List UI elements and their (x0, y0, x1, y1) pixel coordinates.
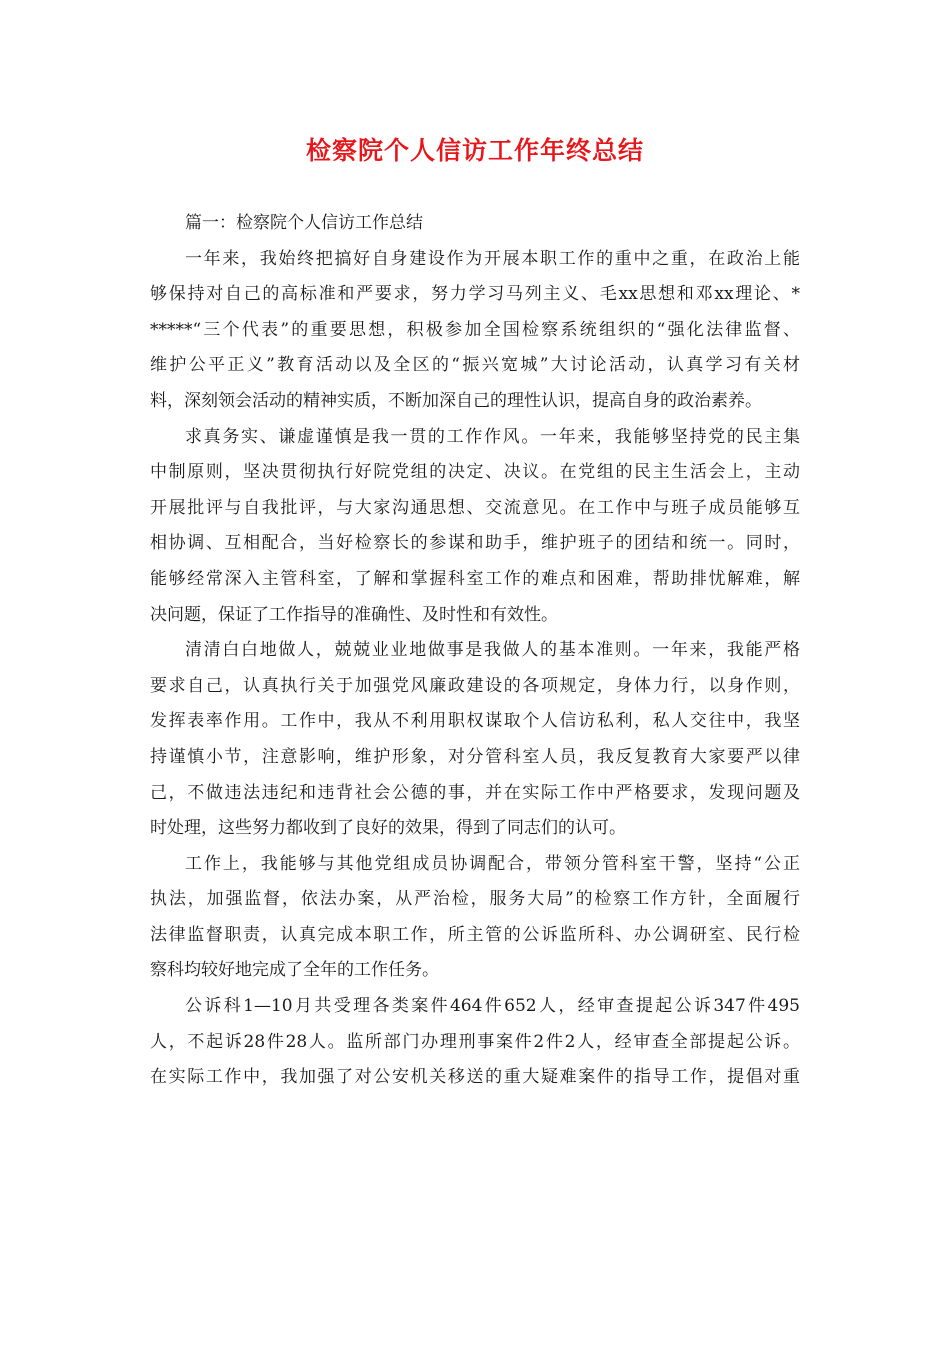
text-line: 决问题，保证了工作指导的准确性、及时性和有效性。 (150, 604, 558, 625)
text-line: 己，不做违法违纪和违背社会公德的事，并在实际工作中严格要求，发现问题及 (150, 782, 800, 803)
text-line: 维护公平正义”教育活动以及全区的“振兴宽城”大讨论活动，认真学习有关材 (150, 355, 800, 376)
text-line: 公诉科1—10月共受理各类案件464件652人，经审查提起公诉347件495 (185, 996, 800, 1017)
text-line: 中制原则，坚决贯彻执行好院党组的决定、决议。在党组的民主生活会上，主动 (150, 462, 800, 483)
text-line: 持谨慎小节，注意影响，维护形象，对分管科室人员，我反复教育大家要严以律 (150, 746, 800, 767)
text-line: 工作上，我能够与其他党组成员协调配合，带领分管科室干警，坚持“公正 (185, 853, 800, 874)
text-line: 执法，加强监督，依法办案，从严治检，服务大局”的检察工作方针，全面履行 (150, 889, 800, 910)
text-line: 料，深刻领会活动的精神实质，不断加深自己的理性认识，提高自身的政治素养。 (150, 390, 762, 411)
text-line: *****“三个代表”的重要思想，积极参加全国检察系统组织的“强化法律监督、 (150, 319, 800, 340)
text-line: 人，不起诉28件28人。监所部门办理刑事案件2件2人，经审查全部提起公诉。 (150, 1031, 800, 1052)
text-line: 求真务实、谦虚谨慎是我一贯的工作作风。一年来，我能够坚持党的民主集 (185, 426, 800, 447)
text-line: 开展批评与自我批评，与大家沟通思想、交流意见。在工作中与班子成员能够互 (150, 497, 800, 518)
text-line: 一年来，我始终把搞好自身建设作为开展本职工作的重中之重，在政治上能 (185, 248, 800, 269)
text-line: 能够经常深入主管科室，了解和掌握科室工作的难点和困难，帮助排忧解难，解 (150, 568, 800, 589)
document-body (150, 206, 800, 1096)
document-title: 检察院个人信访工作年终总结 (305, 136, 644, 165)
text-line: 清清白白地做人，兢兢业业地做事是我做人的基本准则。一年来，我能严格 (185, 640, 800, 661)
text-line: 在实际工作中，我加强了对公安机关移送的重大疑难案件的指导工作，提倡对重 (150, 1067, 800, 1088)
document-page (0, 133, 950, 1363)
text-line: 法律监督职责，认真完成本职工作，所主管的公诉监所科、办公调研室、民行检 (150, 924, 800, 945)
text-line: 察科均较好地完成了全年的工作任务。 (150, 960, 439, 981)
text-line: 发挥表率作用。工作中，我从不利用职权谋取个人信访私利，私人交往中，我坚 (150, 711, 800, 732)
text-line: 要求自己，认真执行关于加强党风廉政建设的各项规定，身体力行，以身作则， (150, 675, 800, 696)
text-line: 篇一：检察院个人信访工作总结 (185, 213, 423, 233)
text-line: 时处理，这些努力都收到了良好的效果，得到了同志们的认可。 (150, 818, 626, 839)
text-line: 相协调、互相配合，当好检察长的参谋和助手，维护班子的团结和统一。同时， (150, 533, 800, 554)
text-line: 够保持对自己的高标准和严要求，努力学习马列主义、毛xx思想和邓xx理论、* (150, 284, 800, 305)
